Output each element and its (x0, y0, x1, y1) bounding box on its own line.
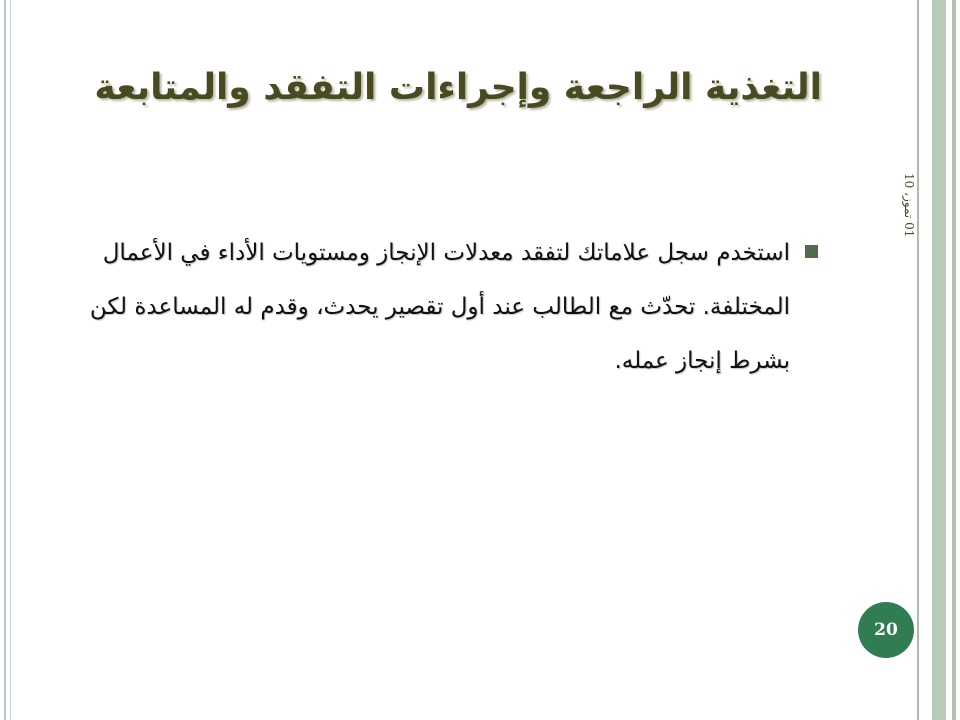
frame-band-right-thin (917, 0, 919, 720)
slide-title: التغذية الراجعة وإجراءات التفقد والمتابعة (94, 67, 822, 108)
slide-body (52, 226, 824, 388)
frame-line-left (4, 0, 6, 720)
frame-band-right-edge (952, 0, 956, 720)
bullet-item (52, 226, 824, 388)
page-number-badge (858, 602, 914, 658)
page-number: 20 (874, 620, 898, 640)
frame-line-left-inner (10, 0, 11, 720)
square-bullet-icon (805, 245, 818, 258)
slide-date: 01 تموز، 10 (902, 172, 916, 237)
bullet-text: استخدم سجل علاماتك لتفقد معدلات الإنجاز ومستويات الأداء في الأعمال المختلفة. تحدّث مع الطالب عند أول تقصير يحدث، وقدم له المساعدة لكن بشرط إنجاز عمله. (89, 240, 790, 374)
frame-band-right-thick (932, 0, 946, 720)
